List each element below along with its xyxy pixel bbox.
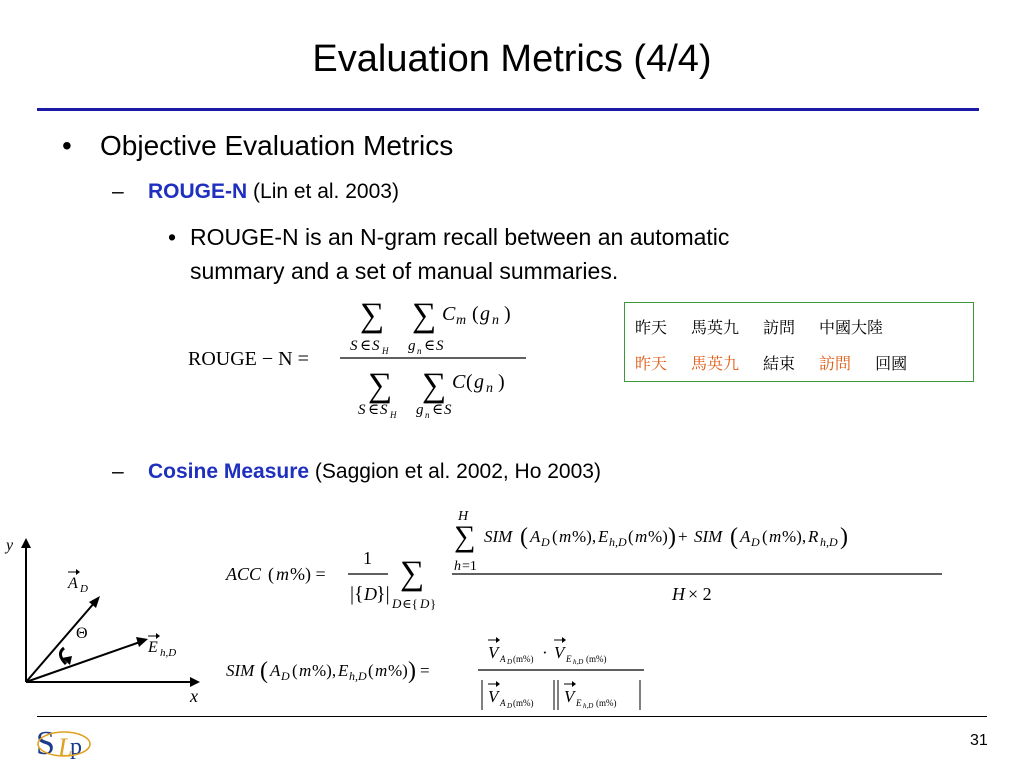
cosine-name: Cosine Measure [148, 460, 310, 483]
rouge-formula-lhs: ROUGE − N = [188, 348, 309, 370]
title-divider [37, 108, 979, 111]
svg-text:V: V [564, 687, 575, 706]
cand-token-matched: 馬英九 [691, 354, 740, 373]
svg-text:g: g [480, 303, 490, 325]
svg-text:H: H [382, 346, 389, 356]
svg-text:E: E [338, 661, 349, 680]
svg-text:∈: ∈ [432, 402, 444, 418]
svg-text:(m%): (m%) [513, 654, 534, 664]
svg-text:× 2: × 2 [688, 584, 712, 604]
svg-text:H: H [458, 509, 469, 524]
svg-text:%) =: %) = [290, 564, 326, 584]
svg-text:SIM: SIM [484, 527, 513, 546]
svg-text:E: E [576, 698, 582, 708]
svg-text:E: E [566, 654, 572, 664]
example-row-candidate [635, 351, 931, 374]
svg-text:n: n [417, 346, 422, 356]
dash-icon: – [112, 180, 124, 203]
rouge-citation: (Lin et al. 2003) [253, 180, 399, 203]
svg-text:g: g [416, 402, 424, 418]
svg-text:A: A [500, 654, 506, 664]
vector-angle-diagram [0, 530, 210, 710]
svg-text:n: n [492, 313, 499, 328]
svg-text:(: ( [552, 527, 558, 546]
svg-text:∑: ∑ [422, 367, 447, 404]
svg-text:m: m [276, 564, 289, 584]
acc-formula [220, 496, 960, 620]
svg-text:∈{: ∈{ [402, 596, 418, 611]
rouge-desc-line1: ROUGE-N is an N-gram recall between an automatic [190, 224, 730, 250]
svg-text:A: A [530, 527, 541, 546]
svg-text:D: D [392, 596, 402, 611]
svg-text:∑: ∑ [368, 367, 393, 404]
svg-text:S: S [358, 402, 366, 418]
svg-text:(: ( [292, 661, 298, 680]
bullet-objective-metrics [62, 130, 453, 162]
svg-text:n: n [486, 381, 493, 396]
y-axis-label: y [6, 537, 14, 554]
svg-text:SIM: SIM [226, 661, 255, 680]
ref-token: 中國大陸 [819, 318, 884, 337]
svg-text:m: m [635, 527, 648, 546]
svg-text:h,D: h,D [349, 669, 367, 683]
x-axis-label: x [190, 686, 198, 706]
svg-text:(: ( [762, 527, 768, 546]
dash-icon: – [112, 460, 124, 483]
svg-text:S: S [36, 725, 55, 762]
svg-text:S: S [436, 338, 444, 354]
svg-text:S: S [372, 338, 380, 354]
svg-text:∑: ∑ [360, 297, 385, 334]
svg-text:p: p [70, 734, 82, 760]
svg-text:): ) [840, 524, 848, 550]
svg-text:1: 1 [363, 548, 372, 568]
svg-text:h,D: h,D [160, 647, 177, 659]
example-row-reference [635, 315, 907, 338]
svg-text:h,D: h,D [583, 702, 594, 710]
svg-text:∑: ∑ [400, 555, 425, 592]
svg-text:g: g [474, 371, 484, 393]
rouge-formula [180, 290, 560, 420]
svg-text:}: } [430, 596, 437, 611]
svg-text:D: D [420, 596, 430, 611]
svg-text:E: E [148, 639, 158, 656]
svg-text:m: m [375, 661, 388, 680]
ref-token: 昨天 [635, 318, 668, 337]
slp-logo-icon [34, 720, 94, 764]
slide-title: Evaluation Metrics (4/4) [312, 38, 712, 80]
rouge-description [168, 220, 729, 288]
svg-text:%): %) [648, 527, 668, 546]
sim-formula [220, 626, 660, 716]
svg-text:(: ( [368, 661, 374, 680]
svg-text:H: H [390, 410, 397, 420]
svg-text:SIM: SIM [694, 527, 723, 546]
svg-text:): ) [498, 371, 505, 393]
svg-text:(: ( [520, 524, 528, 550]
cand-token: 結束 [763, 354, 796, 373]
svg-text:(: ( [628, 527, 634, 546]
svg-text:(: ( [730, 524, 738, 550]
svg-text:%),: %), [312, 661, 337, 680]
svg-text:V: V [554, 643, 565, 662]
svg-text:=: = [420, 661, 430, 680]
svg-text:(: ( [466, 371, 473, 393]
cand-token: 回國 [875, 354, 908, 373]
svg-text:+: + [678, 527, 688, 546]
svg-text:E: E [598, 527, 609, 546]
svg-text:D: D [507, 702, 513, 710]
svg-text:%),: %), [782, 527, 807, 546]
footer-divider [37, 716, 987, 717]
svg-text:): ) [408, 658, 416, 684]
svg-text:A: A [740, 527, 751, 546]
svg-text:A: A [68, 575, 78, 592]
svg-text:R: R [808, 527, 819, 546]
svg-text:(m%): (m%) [513, 698, 534, 708]
bullet-dot-icon: • [168, 224, 177, 250]
svg-text:h: h [454, 559, 461, 574]
svg-text:m: m [299, 661, 312, 680]
cand-token-matched: 訪問 [819, 354, 852, 373]
svg-text:D: D [541, 535, 550, 549]
svg-text:h,D: h,D [609, 535, 627, 549]
subbullet-cosine [112, 460, 601, 484]
svg-text:C: C [442, 303, 456, 325]
svg-text:∑: ∑ [454, 520, 476, 553]
rouge-desc-line2: summary and a set of manual summaries. [190, 258, 619, 284]
rouge-name: ROUGE-N [148, 180, 248, 203]
example-sentence-box [624, 302, 974, 382]
svg-text:D: D [80, 583, 88, 595]
svg-text:(: ( [472, 303, 479, 325]
svg-text:ACC: ACC [226, 564, 262, 584]
svg-text:S: S [444, 402, 452, 418]
svg-text:A: A [270, 661, 281, 680]
svg-text:S: S [350, 338, 358, 354]
ref-token: 訪問 [763, 318, 796, 337]
cand-token-matched: 昨天 [635, 354, 668, 373]
svg-text:V: V [488, 643, 499, 662]
subbullet-rouge [112, 180, 399, 204]
svg-text:): ) [504, 303, 511, 325]
svg-text:m: m [559, 527, 572, 546]
svg-text:m: m [769, 527, 782, 546]
svg-text:}|: }| [376, 583, 390, 605]
svg-text:(: ( [268, 564, 274, 584]
svg-text:g: g [408, 338, 416, 354]
bullet-text: Objective Evaluation Metrics [100, 130, 454, 161]
svg-text:h,D: h,D [573, 658, 584, 666]
svg-text:C: C [452, 371, 466, 393]
svg-text:|{: |{ [350, 583, 364, 605]
svg-text:D: D [751, 535, 760, 549]
svg-text:(: ( [260, 658, 268, 684]
svg-text:D: D [281, 669, 290, 683]
svg-text:A: A [500, 698, 506, 708]
angle-label: Θ [76, 625, 88, 642]
svg-text:H: H [672, 584, 685, 604]
ref-token: 馬英九 [691, 318, 740, 337]
svg-text:%): %) [388, 661, 408, 680]
svg-text:V: V [488, 687, 499, 706]
cosine-citation: (Saggion et al. 2002, Ho 2003) [314, 460, 601, 483]
svg-text:(m%): (m%) [596, 698, 617, 708]
svg-text:(m%): (m%) [586, 654, 607, 664]
svg-text:%),: %), [572, 527, 597, 546]
svg-text:m: m [456, 313, 467, 328]
svg-text:S: S [380, 402, 388, 418]
svg-text:∈: ∈ [360, 338, 372, 354]
svg-text:=1: =1 [462, 559, 477, 574]
svg-text:L: L [58, 733, 73, 762]
svg-text:∈: ∈ [368, 402, 380, 418]
svg-text:∈: ∈ [424, 338, 436, 354]
svg-text:n: n [425, 410, 430, 420]
page-number: 31 [970, 732, 988, 749]
bullet-dot-icon: • [62, 130, 72, 161]
svg-text:D: D [507, 658, 513, 666]
svg-text:): ) [668, 524, 676, 550]
svg-text:·: · [542, 643, 548, 662]
svg-text:∑: ∑ [412, 297, 437, 334]
svg-text:D: D [364, 584, 377, 604]
svg-text:h,D: h,D [820, 535, 838, 549]
